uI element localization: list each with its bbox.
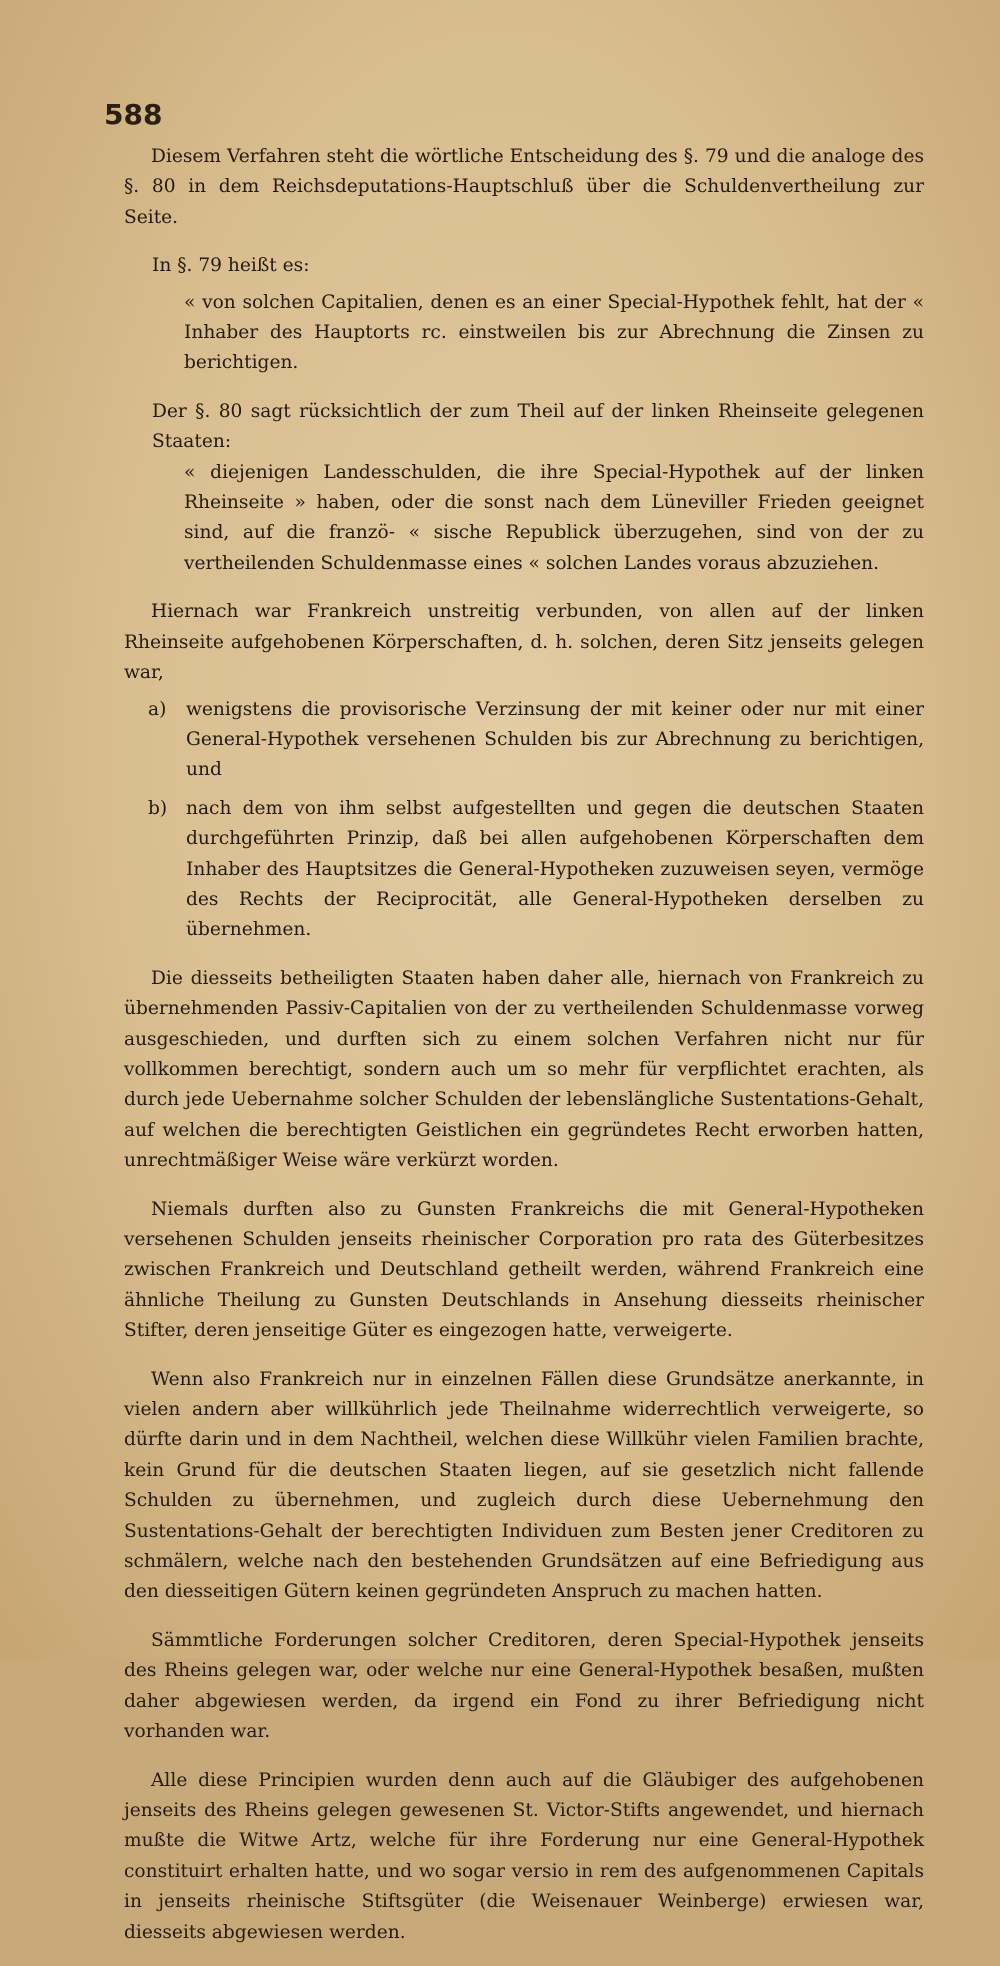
paragraph-wenn-also: Wenn also Frankreich nur in einzelnen Fällen diese Grundsätze anerkannte, in vielen andern aber willkührlich jede Theilnahme widerrechtlich verweigerte, so dürfte darin und in dem Nachtheil, welchen diese Willkühr vielen Familien brachte, kein Grund für die deutschen Staaten liegen, auf sie gesetzlich nicht fallende Schulden zu übernehmen, und zugleich durch diese Uebernehmung den Sustentations-Gehalt der berechtigten Individuen zum Besten jener Creditoren zu schmälern, welche nach den bestehenden Grundsätzen auf eine Befriedigung aus den diesseitigen Gütern keinen gegründeten Anspruch zu machen hatten. — [124, 1368, 924, 1603]
list-item-label: a) — [148, 698, 167, 720]
page-number: 588 — [104, 98, 163, 131]
list-item — [148, 794, 924, 946]
list-item — [148, 695, 924, 786]
paragraph-alle-diese: Alle diese Principien wurden denn auch auf die Gläubiger des aufgehobenen jenseits des Rheins gelegen gewesenen St. Victor-Stifts angewendet, und hiernach mußte die Witwe Artz, welche für ihre Forderung nur eine General-Hypothek constituirt erhalten hatte, und wo sogar versio in rem des aufgenommenen Capitals in jenseits rheinische Stiftsgüter (die Weisenauer Weinberge) erwiesen war, diesseits abgewiesen werden. — [124, 1769, 924, 1943]
page-body — [124, 142, 924, 1966]
paragraph-1: Diesem Verfahren steht die wörtliche Entscheidung des §. 79 und die analoge des §. 80 in dem Reichsdeputations-Hauptschluß über die Schuldenvertheilung zur Seite. — [124, 146, 924, 228]
paragraph-passiv-capitalien: Die diesseits betheiligten Staaten haben daher alle, hiernach von Frankreich zu übernehmenden Passiv-Capitalien von der zu vertheilenden Schuldenmasse vorweg ausgeschieden, und durften sich zu einem solchen Verfahren nicht nur für vollkommen berechtigt, sondern auch um so mehr für verpflichtet erachten, als durch jede Uebernahme solcher Schulden der lebenslängliche Sustentations-Gehalt, auf welchen die berechtigten Geistlichen ein gegründetes Recht erworben hatten, unrechtmäßiger Weise wäre verkürzt worden. — [124, 967, 924, 1172]
quote-80: « diejenigen Landesschulden, die ihre Special-Hypothek auf der linken Rheinseite » haben, oder die sonst nach dem Lüneviller Frieden geeignet sind, auf die franzö- « sische Republick überzugehen, sind von der zu vertheilenden Schuldenmasse eines « solchen Landes voraus abzuziehen. — [184, 461, 924, 574]
quote-intro-80: Der §. 80 sagt rücksichtlich der zum Theil auf der linken Rheinseite gelegenen Staaten: — [152, 400, 924, 453]
paragraph-niemals: Niemals durften also zu Gunsten Frankreichs die mit General-Hypotheken versehenen Schulden jenseits rheinischer Corporation pro rata des Güterbesitzes zwischen Frankreich und Deutschland getheilt werden, während Frankreich eine ähnliche Theilung zu Gunsten Deutschlands in Ansehung diesseits rheinischer Stifter, deren jenseitige Güter es eingezogen hatte, verweigerte. — [124, 1198, 924, 1342]
quote-intro-79: In §. 79 heißt es: — [152, 255, 310, 277]
paragraph-saemmtliche: Sämmtliche Forderungen solcher Creditoren, deren Special-Hypothek jenseits des Rheins gelegen war, oder welche nur eine General-Hypothek besaßen, mußten daher abgewiesen werden, da irgend ein Fond zu ihrer Befriedigung nicht vorhanden war. — [124, 1629, 924, 1743]
quote-79: « von solchen Capitalien, denen es an einer Special-Hypothek fehlt, hat der « Inhaber des Hauptorts rc. einstweilen bis zur Abrechnung die Zinsen zu berichtigen. — [184, 291, 924, 374]
list-item-text: nach dem von ihm selbst aufgestellten und gegen die deutschen Staaten durchgeführten Prinzip, daß bei allen aufgehobenen Körperschaften dem Inhaber des Hauptsitzes die General-Hypotheken zuzuweisen seyen, vermöge des Rechts der Reciprocität, alle General-Hypotheken derselben zu übernehmen. — [186, 797, 924, 941]
quote-block-80 — [124, 397, 924, 579]
list-item-label: b) — [148, 797, 168, 819]
obligation-list — [124, 695, 924, 946]
list-item-text: wenigstens die provisorische Verzinsung der mit keiner oder nur mit einer General-Hypothek versehenen Schulden bis zur Abrechnung zu berichtigen, und — [186, 698, 924, 781]
quote-block-79 — [124, 251, 924, 379]
paragraph-hiernach: Hiernach war Frankreich unstreitig verbunden, von allen auf der linken Rheinseite aufgehobenen Körperschaften, d. h. solchen, deren Sitz jenseits gelegen war, — [124, 601, 924, 684]
